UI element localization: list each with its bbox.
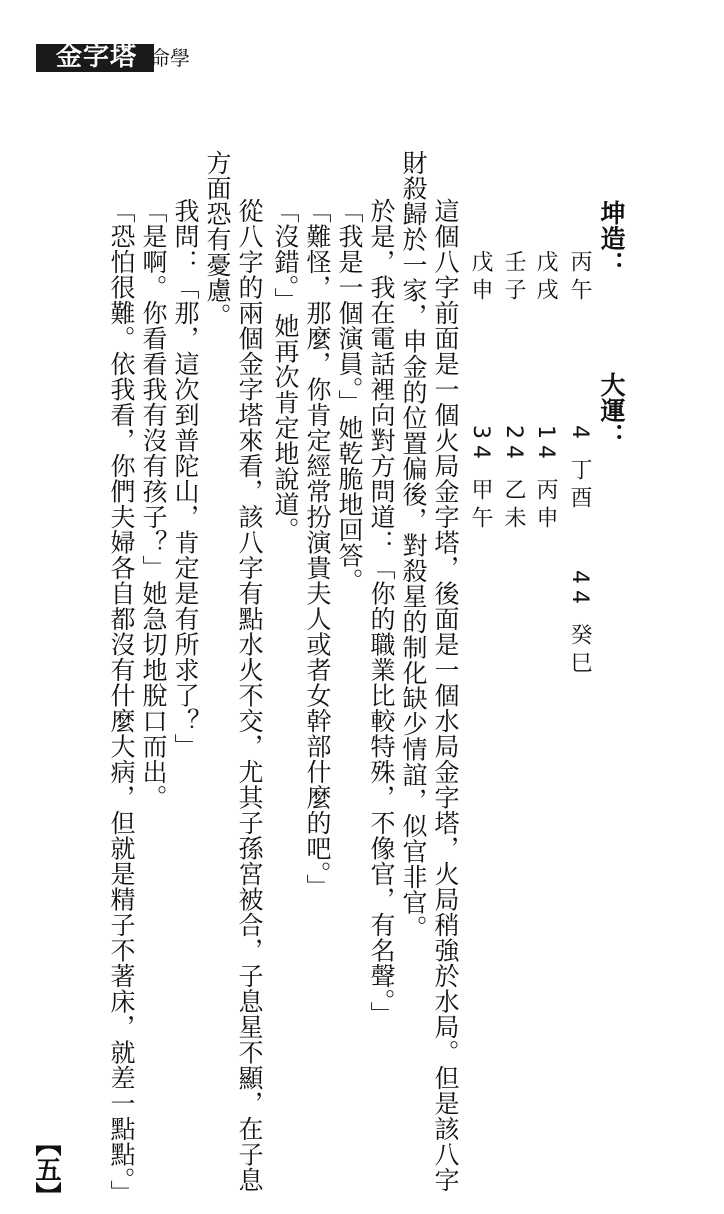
body-line-10: 「是啊。你看看我有沒有孩子？」她急切地脫口而出。 <box>139 198 168 810</box>
body-line-7: 從八字的兩個金字塔來看，該八字有點水火不交，尤其子孫宮被合，子息星不顯，在子息 <box>235 198 264 1193</box>
body-line-11: 「恐怕很難。依我看，你們夫婦各自都沒有什麼大病，但就是精子不著床，就差一點點。」 <box>107 198 136 1206</box>
body-line-9: 我問：「那，這次到普陀山，肯定是有所求了？」 <box>171 198 200 759</box>
body-line-2: 財殺歸於一家，申金的位置偏後，對殺星的制化缺少情誼，似官非官。 <box>399 150 428 941</box>
body-line-3: 於是，我在電話裡向對方問道：「你的職業比較特殊，不像官，有名聲。」 <box>367 198 396 1027</box>
book-subtitle: 命學 <box>150 46 190 70</box>
body-line-1: 這個八字前面是一個火局金字塔，後面是一個水局金字塔，火局稍強於水局。但是該八字 <box>431 198 460 1193</box>
pillar-year: 丙午 <box>567 250 592 306</box>
pillar-hour: 戊申 <box>468 250 493 306</box>
body-line-4: 「我是一個演員。」她乾脆地回答。 <box>335 198 364 594</box>
dayun-col-4: 34 甲午 <box>468 425 493 534</box>
kunzao-label: 坤造： <box>597 200 626 277</box>
body-line-8: 方面恐有憂慮。 <box>203 150 232 329</box>
dayun-col-3: 24 乙未 <box>501 425 526 534</box>
dayun-col-2: 14 丙申 <box>533 425 558 534</box>
book-title: 金字塔 <box>56 42 138 72</box>
body-line-6: 「沒錯。」她再次肯定地說道。 <box>271 198 300 543</box>
dayun-label: 大運： <box>597 372 626 449</box>
page-number: 【五】 <box>31 1130 61 1208</box>
dayun-col-1: 4 丁酉 44 癸巳 <box>567 425 592 679</box>
pillar-month: 戊戌 <box>533 250 558 306</box>
pillar-day: 壬子 <box>501 250 526 306</box>
body-line-5: 「難怪，那麼，你肯定經常扮演貴夫人或者女幹部什麼的吧。」 <box>303 198 332 900</box>
